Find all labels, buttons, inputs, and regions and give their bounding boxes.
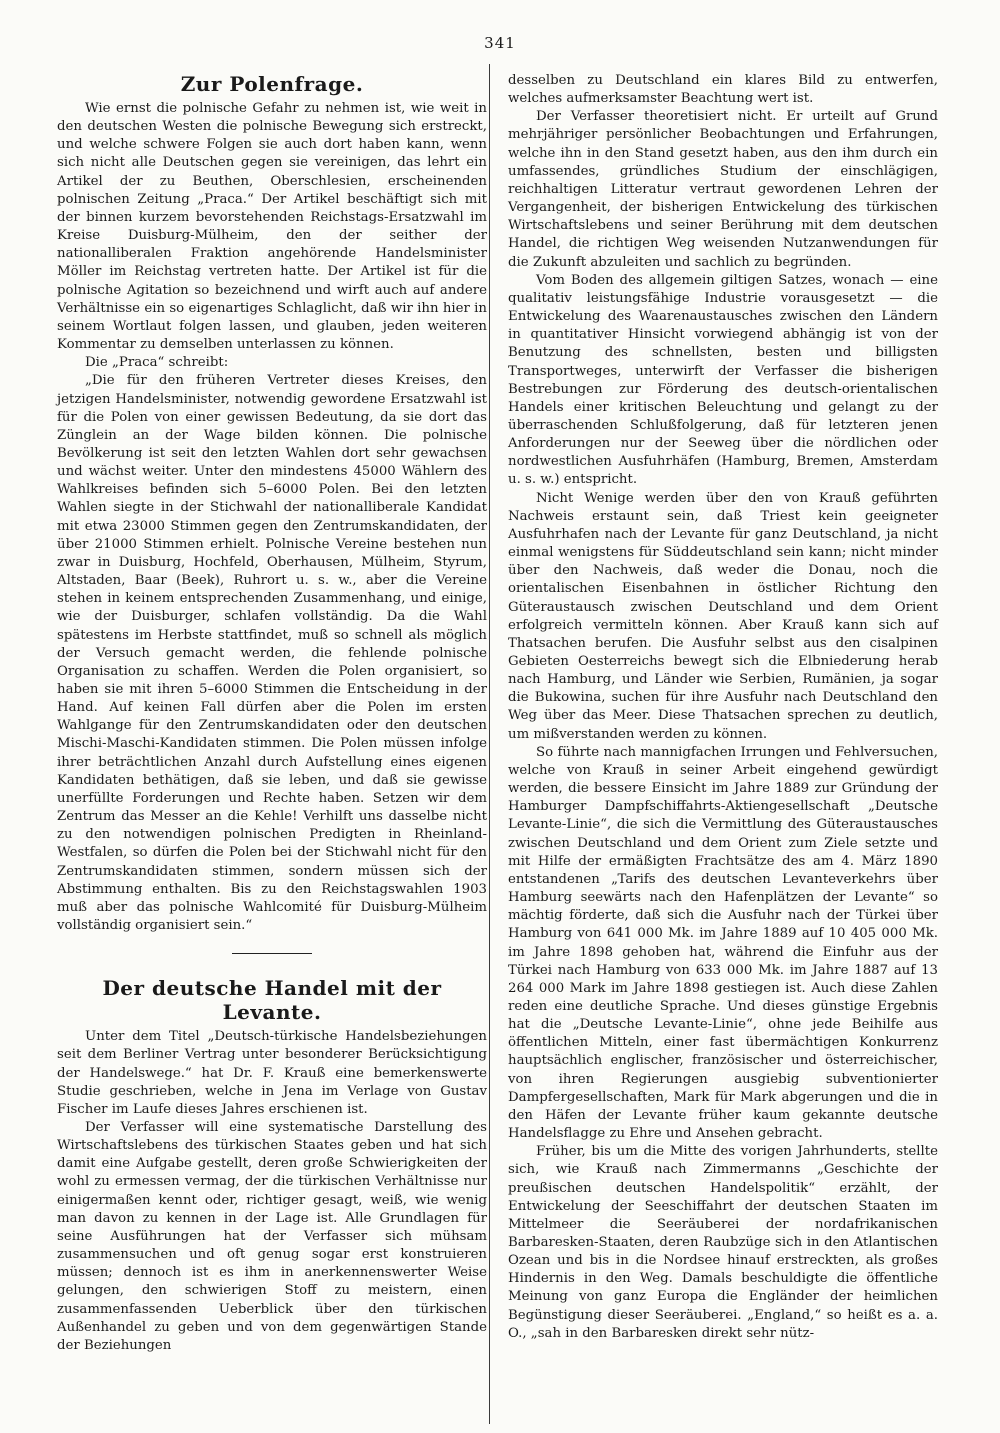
article-paragraph: desselben zu Deutschland ein klares Bild zu entwerfen, welches aufmerksamster Beachtung wert ist. [508,73,938,107]
page-number: 341 [484,34,516,52]
left-column [57,72,487,1355]
article-paragraph: Nicht Wenige werden über den von Krauß geführten Nachweis erstaunt sein, daß Triest kein geeigneter Ausfuhrhafen nach der Levante für ganz Deutschland, ja nicht einmal wenigstens für Süddeutschland sein kann; nicht minder über den Nachweis, daß weder die Donau, noch die orientalischen Eisenbahnen in östlicher Richtung den Güteraustausch zwischen Deutschland und dem Orient erfolgreich vermitteln können. Aber Krauß kann sich auf Thatsachen berufen. Die Ausfuhr selbst aus den cisalpinen Gebieten Oesterreichs bewegt sich die Elbniederung herab nach Hamburg, und Länder wie Serbien, Rumänien, ja sogar die Bukowina, suchen für ihre Ausfuhr nach Deutschland den Weg über das Meer. Diese Thatsachen sprechen zu deutlich, um mißverstanden werden zu können. [508,490,938,742]
article-paragraph: So führte nach mannigfachen Irrungen und Fehlversuchen, welche von Krauß in seiner Arbeit eingehend gewürdigt werden, die bessere Einsicht im Jahre 1889 zur Gründung der Hamburger Dampfschiffahrts-Aktiengesellschaft „Deutsche Levante-Linie“, die sich die Vermittlung des Güteraustausches zwischen Deutschland und dem Orient zum Ziele setzte und mit Hilfe der ermäßigten Frachtsätze des am 4. März 1890 entstandenen „Tarifs des deutschen Levanteverkehrs über Hamburg seewärts nach den Hafenplätzen der Levante“ so mächtig förderte, daß sich die Ausfuhr nach der Türkei über Hamburg von 641 000 Mk. im Jahre 1889 auf 10 405 000 Mk. im Jahre 1898 gehoben hat, während die Einfuhr aus der Türkei nach Hamburg von 633 000 Mk. im Jahre 1887 auf 13 264 000 Mark im Jahre 1898 gestiegen ist. Auch diese Zahlen reden eine deutliche Sprache. Und dieses günstige Ergebnis hat die „Deutsche Levante-Linie“, ohne jede Beihilfe aus öffentlichen Mitteln, einer fast übermächtigen Konkurrenz hauptsächlich englischer, französischer und österreichischer, von ihren Regierungen ausgiebig subventionierter Dampfergesellschaften, Mark für Mark abgerungen und die in den Häfen der Levante früher kaum gekannte deutsche Handelsflagge zu Ehre und Ansehen gebracht. [508,744,938,1142]
column-divider [489,64,490,1424]
article-paragraph: Der Verfasser theoretisiert nicht. Er urteilt auf Grund mehrjähriger persönlicher Beobachtungen und Erfahrungen, welche ihn in den Stand gesetzt haben, aus den ihm durch ein umfassendes, gründliches Studium der einschlägigen, reichhaltigen Litteratur vertraut gewordenen Lehren der Vergangenheit, der bisherigen Entwickelung des türkischen Wirtschaftslebens und seiner Berührung mit dem deutschen Handel, die richtigen Weg weisenden Nutzanwendungen für die Zukunft abzuleiten und sachlich zu begründen. [508,109,938,270]
article-paragraph: Unter dem Titel „Deutsch-türkische Handelsbeziehungen seit dem Berliner Vertrag unter besonderer Berücksichtigung der Handelswege.“ hat Dr. F. Krauß eine bemerkenswerte Studie geschrieben, welche in Jena im Verlage von Gustav Fischer im Laufe dieses Jahres erschienen ist. [57,1029,487,1117]
article-paragraph: Wie ernst die polnische Gefahr zu nehmen ist, wie weit in den deutschen Westen die polnische Bewegung sich erstreckt, und welche schwere Folgen sie auch dort haben kann, wenn sich nicht alle Deutschen gegen sie vereinigen, das lehrt ein Artikel der zu Beuthen, Oberschlesien, erscheinenden polnischen Zeitung „Praca.“ Der Artikel beschäftigt sich mit der binnen kurzem bevorstehenden Reichstags-Ersatzwahl im Kreise Duisburg-Mülheim, den der seither der nationalliberalen Fraktion angehörende Handelsminister Möller im Reichstag vertreten hatte. Der Artikel ist für die polnische Agitation so bezeichnend und wirft auch auf andere Verhältnisse ein so eigenartiges Schlaglicht, daß wir ihn hier in seinem Wortlaut folgen lassen, und glauben, jeden weiteren Kommentar zu demselben unterlassen zu können. [57,101,487,353]
article-paragraph: Vom Boden des allgemein giltigen Satzes, wonach — eine qualitativ leistungsfähige Industrie vorausgesetzt — die Entwickelung des Waarenaustausches zwischen den Ländern in quantitativer Hinsicht vorwiegend abhängig ist von der Benutzung des schnellsten, besten und billigsten Transportweges, unterwirft der Verfasser die bisherigen Bestrebungen zur Förderung des deutsch-orientalischen Handels einer kritischen Beleuchtung und gelangt zu der überraschenden Schlußfolgerung, daß für letzteren jenen Anforderungen nur der Seeweg über die nördlichen oder nordwestlichen Ausfuhrhäfen (Hamburg, Bremen, Amsterdam u. s. w.) entspricht. [508,272,938,488]
article-paragraph: Früher, bis um die Mitte des vorigen Jahrhunderts, stellte sich, wie Krauß nach Zimmermanns „Geschichte der preußischen deutschen Handelspolitik“ erzählt, der Entwickelung der Seeschiffahrt der deutschen Staaten im Mittelmeer die Seeräuberei der nordafrikanischen Barbaresken-Staaten, deren Raubzüge sich in den Atlantischen Ozean und bis in die Nordsee hinauf erstreckten, als großes Hindernis in den Weg. Damals beschuldigte die öffentliche Meinung von ganz Europa die Engländer der heimlichen Begünstigung dieser Seeräuberei. „England,“ so heißt es a. a. O., „sah in den Barbaresken direkt sehr nütz- [508,1144,938,1341]
article-title-polenfrage: Zur Polenfrage. [180,72,364,96]
right-column [508,72,938,1343]
article-title-levante: Der deutsche Handel mit der Levante. [102,976,442,1025]
article-paragraph: Der Verfasser will eine systematische Darstellung des Wirtschaftslebens des türkischen Staates geben und hat sich damit eine Aufgabe gestellt, deren große Schwierigkeiten der wohl zu ermessen vermag, der die türkischen Verhältnisse nur einigermaßen kennt oder, richtiger gesagt, weiß, wie wenig man davon zu kennen in der Lage ist. Alle Grundlagen für seine Ausführungen hat der Verfasser sich mühsam zusammensuchen und oft genug sogar erst konstruieren müssen; dennoch ist es ihm in anerkennenswerter Weise gelungen, den schwierigen Stoff zu meistern, einen zusammenfassenden Ueberblick über den türkischen Außenhandel zu geben und von dem gegenwärtigen Stande der Beziehungen [57,1119,487,1353]
article-paragraph: Die „Praca“ schreibt: [85,355,229,371]
article-quote-paragraph: „Die für den früheren Vertreter dieses Kreises, den jetzigen Handelsminister, notwendig gewordene Ersatzwahl ist für die Polen von einer gewissen Bedeutung, da sie dort das Zünglein an der Wage bilden können. Die polnische Bevölkerung ist seit den letzten Wahlen dort sehr gewachsen und wächst weiter. Unter den mindestens 45000 Wählern des Wahlkreises befinden sich 5–6000 Polen. Bei den letzten Wahlen siegte in der Stichwahl der nationalliberale Kandidat mit etwa 23000 Stimmen gegen den Zentrumskandidaten, der über 21000 Stimmen erhielt. Polnische Vereine bestehen nun zwar in Duisburg, Hochfeld, Oberhausen, Mülheim, Styrum, Altstaden, Baar (Beek), Ruhrort u. s. w., aber die Vereine stehen in keinem entsprechenden Zusammenhang, und einige, wie der Duisburger, schlafen vollständig. Da die Wahl spätestens im Herbste stattfindet, muß so schnell als möglich der Versuch gemacht werden, die fehlende polnische Organisation zu schaffen. Werden die Polen organisiert, so haben sie mit ihren 5–6000 Stimmen die Entscheidung in der Hand. Auf keinen Fall dürfen aber die Polen im ersten Wahlgange für den Zentrumskandidaten oder den deutschen Mischi-Maschi-Kandidaten stimmen. Die Polen müssen infolge ihrer beträchtlichen Anzahl durch Aufstellung eines eigenen Kandidaten bethätigen, daß sie leben, und daß sie gewisse unerfüllte Forderungen und Rechte haben. Setzen wir dem Zentrum das Messer an die Kehle! Verhilft uns dasselbe nicht zu den notwendigen polnischen Predigten in Rheinland-Westfalen, so dürfen die Polen bei der Stichwahl nicht für den Zentrumskandidaten stimmen, sondern müssen sich der Abstimmung enthalten. Bis zu den Reichstagswahlen 1903 muß aber das polnische Wahlcomité für Duisburg-Mülheim vollständig organisiert sein.“ [57,373,487,934]
article-separator [232,953,312,954]
